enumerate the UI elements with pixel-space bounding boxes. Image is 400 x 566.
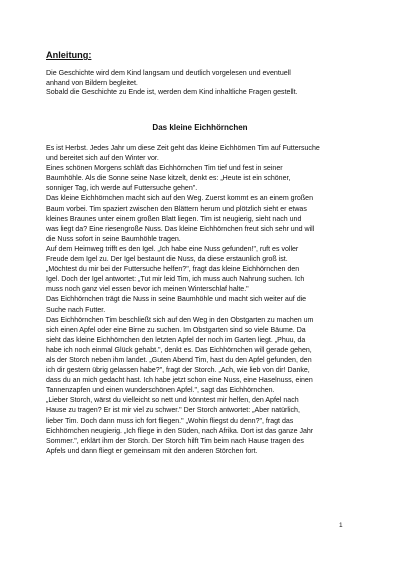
intro-line: Sobald die Geschichte zu Ende ist, werden dem Kind inhaltliche Fragen gestellt. — [46, 88, 298, 97]
intro-line: anhand von Bildern begleitet. — [46, 78, 138, 87]
story-line: und bereitet sich auf den Winter vor. — [46, 155, 159, 163]
story-line: kleines Braunes unter einem großen Blatt liegen. Tim ist neugierig, sieht nach und — [46, 215, 302, 223]
story-line: Baumhöhle. Als die Sonne seine Nase kitzelt, denkt es: „Heute ist ein schöner, — [46, 175, 291, 183]
story-line: was liegt da? Eine riesengroße Nuss. Das kleine Eichhörnchen freut sich sehr und will — [46, 225, 315, 233]
story-line: muss noch ganz viel essen bevor ich meinen Winterschlaf halte." — [46, 286, 249, 294]
story-line: sieht das kleine Eichhörnchen den letzten Apfel der noch im Garten liegt. „Phuu, da — [46, 336, 306, 344]
story-line: Das Eichhörnchen trägt die Nuss in seine Baumhöhle und macht sich weiter auf die — [46, 296, 307, 304]
story-line: Tannenzapfen und einen wunderschönen Apfel.", sagt das Eichhörnchen. — [46, 387, 275, 395]
story-line: habe ich noch einmal Glück gehabt.", denkt es. Das Eichhörnchen will gerade gehen, — [46, 346, 312, 354]
story-line: ich dir gestern übrig gelassen habe?", fragt der Storch. „Ach, wie lieb von dir! Danke, — [46, 367, 310, 375]
story-line: Das kleine Eichhörnchen macht sich auf den Weg. Zuerst kommt es an einem großen — [46, 195, 313, 203]
story-line: sonniger Tag, ich werde auf Futtersuche gehen". — [46, 185, 198, 193]
story-line: Das Eichhörnchen Tim beschließt sich auf den Weg in den Obstgarten zu machen um — [46, 316, 314, 324]
story-title: Das kleine Eichhörnchen — [152, 123, 248, 132]
story-line: als der Storch neben ihm landet. „Guten Abend Tim, hast du den Apfel gefunden, den — [46, 356, 312, 364]
story-line: Hause zu tragen? Er ist mir viel zu schwer." Der Storch antwortet: „Aber natürlich, — [46, 407, 300, 415]
story-line: dass du an mich gedacht hast. Ich habe jetzt schon eine Nuss, eine Haselnuss, einen — [46, 377, 313, 385]
page-number: 1 — [339, 522, 343, 529]
intro-line: Die Geschichte wird dem Kind langsam und deutlich vorgelesen und eventuell — [46, 69, 291, 77]
story-line: Sommer.", erklärt ihm der Storch. Der Storch hilft Tim beim nach Hause tragen des — [46, 437, 304, 445]
story-line: lieber Tim. Doch dann muss ich fort fliegen." „Wohin fliegst du denn?", fragt das — [46, 417, 294, 425]
instructions-text — [46, 69, 366, 98]
story-line: Eines schönen Morgens schläft das Eichhörnchen Tim tief und fest in seiner — [46, 165, 283, 173]
story-line: Es ist Herbst. Jedes Jahr um diese Zeit geht das kleine Eichhörnen Tim auf Futtersuche — [46, 145, 320, 152]
story-line: „Möchtest du mir bei der Futtersuche helfen?", fragt das kleine Eichhörnchen den — [46, 266, 300, 274]
story-line: Freude dem Igel zu. Der Igel bestaunt die Nuss, da diese erstaunlich groß ist. — [46, 256, 288, 264]
story-line: Auf dem Heimweg trifft es den Igel. „Ich habe eine Nuss gefunden!", ruft es voller — [46, 245, 299, 253]
story-line: die Nuss sofort in seine Baumhöhle tragen. — [46, 235, 181, 243]
story-line: Igel. Doch der Igel antwortet: „Tut mir leid Tim, ich muss auch Nahrung suchen. Ich — [46, 276, 305, 284]
story-line: Suche nach Futter. — [46, 306, 106, 314]
story-body — [46, 144, 364, 457]
story-line: Apfels und dann fliegt er gemeinsam mit den anderen Störchen fort. — [46, 447, 258, 455]
story-line: Baum vorbei. Tim spaziert zwischen den Blättern herum und plötzlich sieht er etwas — [46, 205, 307, 213]
story-line: „Lieber Storch, wärst du vielleicht so nett und könntest mir helfen, den Apfel nach — [46, 397, 299, 405]
story-line: sich einen Apfel oder eine Birne zu suchen. Im Obstgarten sind so viele Bäume. Da — [46, 326, 306, 334]
instructions-heading: Anleitung: — [46, 50, 92, 60]
story-line: Eichhörnchen neugierig. „Ich fliege in den Süden, nach Afrika. Dort ist das ganze Jahr — [46, 427, 314, 435]
